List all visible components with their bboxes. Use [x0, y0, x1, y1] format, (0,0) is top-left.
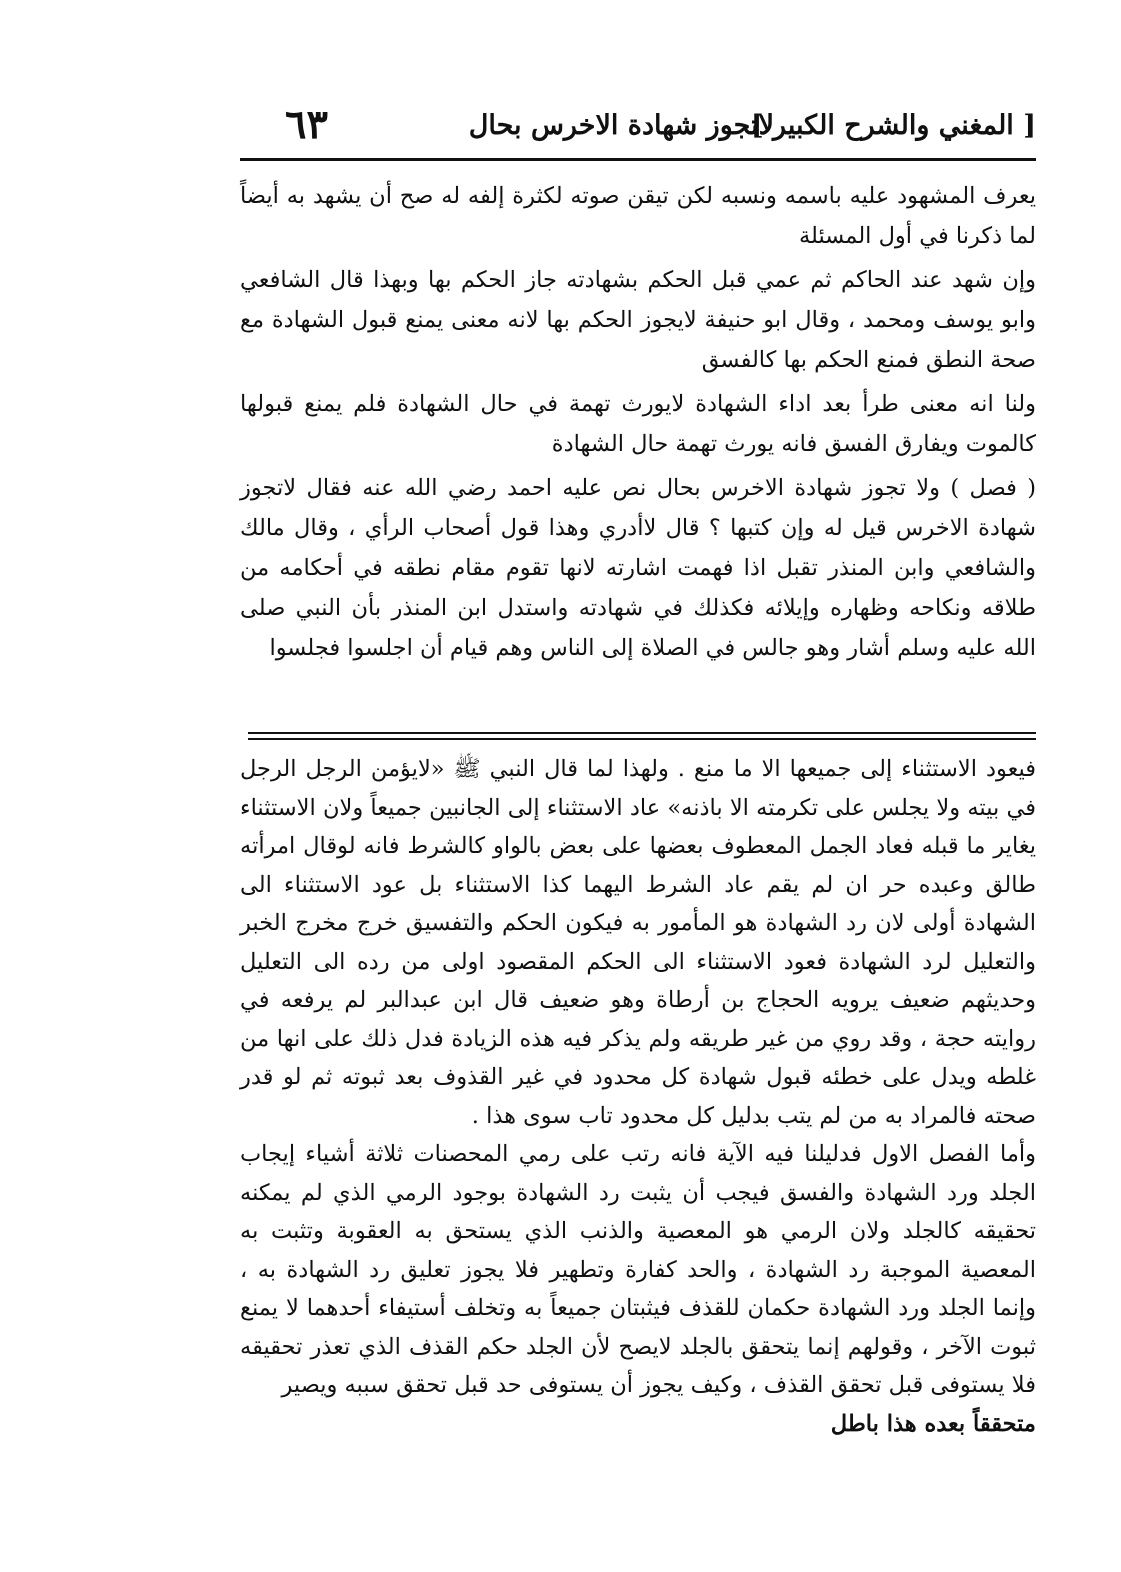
commentary-closing-line: متحققاً بعده هذا باطل: [830, 1410, 1036, 1437]
book-title: [ المغني والشرح الكبير ]: [750, 110, 1036, 141]
section-divider: [248, 738, 1036, 740]
main-paragraph: وإن شهد عند الحاكم ثم عمي قبل الحكم بشهادته جاز الحكم بها وبهذا قال الشافعي وابو يوسف ومحمد ، وقال ابو حنيفة لايجوز الحكم بها لانه معنى يمنع قبول الشهادة مع صحة النطق فمنع الحكم بها كالفسق: [240, 267, 1036, 373]
main-text: [240, 176, 1036, 668]
page-number: ٦٣: [285, 101, 328, 148]
page-header: [240, 101, 1036, 154]
header-rule: [240, 158, 1036, 161]
commentary-text: [240, 750, 1036, 1443]
main-paragraph: ولنا انه معنى طرأ بعد اداء الشهادة لايورث تهمة في حال الشهادة فلم يمنع قبولها كالموت ويفارق الفسق فانه يورث تهمة حال الشهادة: [240, 391, 1036, 457]
section-divider: [248, 732, 1036, 734]
chapter-title: لاتجوز شهادة الاخرس بحال: [468, 110, 774, 141]
commentary-paragraph: وأما الفصل الاول فدليلنا فيه الآية فانه رتب على رمي المحصنات ثلاثة أشياء إيجاب الجلد ورد الشهادة والفسق فيجب أن يثبت رد الشهادة بوجود الرمي الذي لم يمكنه تحقيقه كالجلد ولان الرمي هو المعصية والذنب الذي يستحق به العقوبة وتثبت به المعصية الموجبة رد الشهادة ، والحد كفارة وتطهير فلا يجوز تعليق رد الشهادة به ، وإنما الجلد ورد الشهادة حكمان للقذف فيثبتان جميعاً به وتخلف أستيفاء أحدهما لا يمنع ثبوت الآخر ، وقولهم إنما يتحقق بالجلد لايصح لأن الجلد حكم القذف الذي تعذر تحقيقه فلا يستوفى قبل تحقق القذف ، وكيف يجوز أن يستوفى حد قبل تحقق سببه ويصير: [240, 1141, 1036, 1398]
commentary-paragraph: فيعود الاستثناء إلى جميعها الا ما منع . ولهذا لما قال النبي ﷺ «لايؤمن الرجل الرجل في بيته ولا يجلس على تكرمته الا باذنه» عاد الاستثناء إلى الجانبين جميعاً ولان الاستثناء يغاير ما قبله فعاد الجمل المعطوف بعضها على بعض بالواو كالشرط فانه لوقال امرأته طالق وعبده حر ان لم يقم عاد الشرط اليهما كذا الاستثناء بل عود الاستثناء الى الشهادة أولى لان رد الشهادة هو المأمور به فيكون الحكم والتفسيق خرج مخرج الخبر والتعليل لرد الشهادة فعود الاستثناء الى الحكم المقصود اولى من رده الى التعليل وحديثهم ضعيف يرويه الحجاج بن أرطاة وهو ضعيف قال ابن عبدالبر لم يرفعه في روايته حجة ، وقد روي من غير طريقه ولم يذكر فيه هذه الزيادة فدل ذلك على انها من غلطه ويدل على خطئه قبول شهادة كل محدود في غير القذوف بعد ثبوته ثم لو قدر صحته فالمراد به من لم يتب بدليل كل محدود تاب سوى هذا .: [240, 756, 1036, 1129]
main-paragraph: يعرف المشهود عليه باسمه ونسبه لكن تيقن صوته لكثرة إلفه له صح أن يشهد به أيضاً لما ذكرنا في أول المسئلة: [240, 183, 1036, 249]
main-paragraph: ( فصل ) ولا تجوز شهادة الاخرس بحال نص عليه احمد رضي الله عنه فقال لاتجوز شهادة الاخرس قيل له وإن كتبها ؟ قال لاأدري وهذا قول أصحاب الرأي ، وقال مالك والشافعي وابن المنذر تقبل اذا فهمت اشارته لانها تقوم مقام نطقه في أحكامه من طلاقه ونكاحه وظهاره وإيلائه فكذلك في شهادته واستدل ابن المنذر بأن النبي صلى الله عليه وسلم أشار وهو جالس في الصلاة إلى الناس وهم قيام أن اجلسوا فجلسوا: [240, 475, 1036, 661]
